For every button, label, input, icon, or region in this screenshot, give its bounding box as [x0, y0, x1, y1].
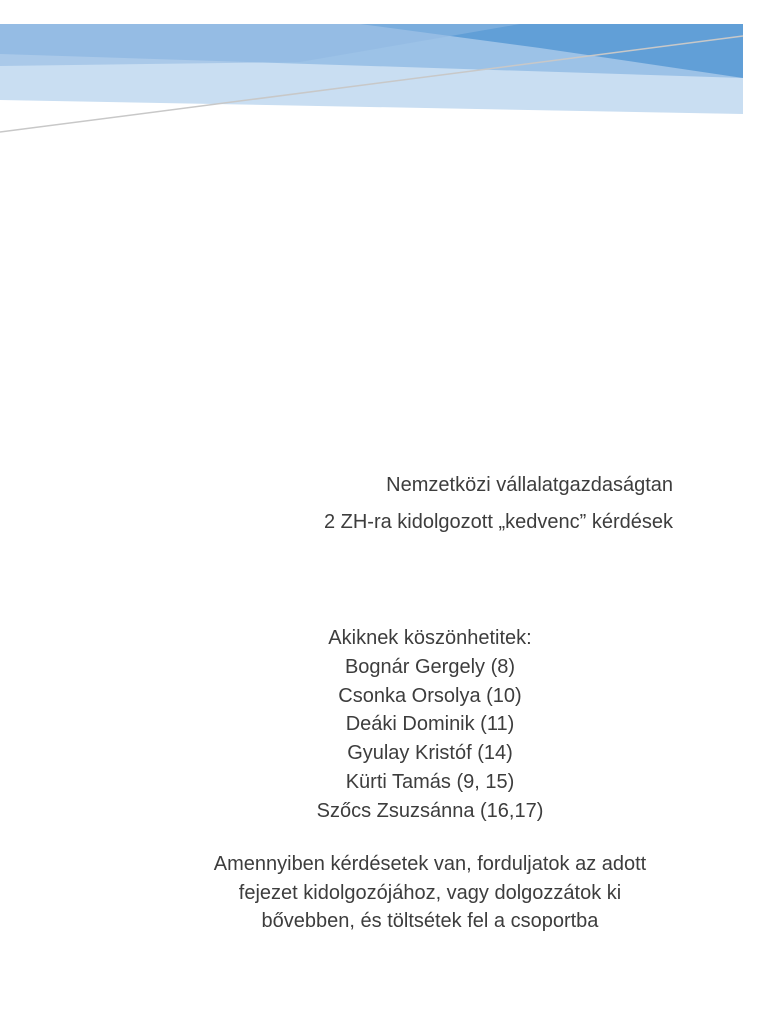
note-line: bővebben, és töltsétek fel a csoportba	[261, 910, 599, 932]
thanks-heading: Akiknek köszönhetitek:	[328, 627, 532, 649]
header-banner	[0, 0, 768, 140]
contributor-item: Deáki Dominik (11)	[345, 713, 515, 736]
contributor-item: Bognár Gergely (8)	[344, 655, 516, 678]
thanks-block	[0, 624, 768, 826]
title-block	[324, 470, 673, 544]
document-title: Nemzetközi vállalatgazdaságtan	[386, 474, 673, 496]
contributor-item: Szőcs Zsuzsánna (16,17)	[316, 799, 544, 822]
contributor-item: Kürti Tamás (9, 15)	[345, 770, 515, 793]
note-block	[0, 850, 768, 936]
note-line: Amennyiben kérdésetek van, forduljatok az adott	[213, 853, 647, 875]
contributor-item: Gyulay Kristóf (14)	[347, 742, 513, 765]
contributor-item: Csonka Orsolya (10)	[338, 684, 522, 707]
document-subtitle: 2 ZH-ra kidolgozott „kedvenc” kérdések	[323, 511, 673, 533]
note-line: fejezet kidolgozójához, vagy dolgozzátok ki	[238, 881, 622, 904]
